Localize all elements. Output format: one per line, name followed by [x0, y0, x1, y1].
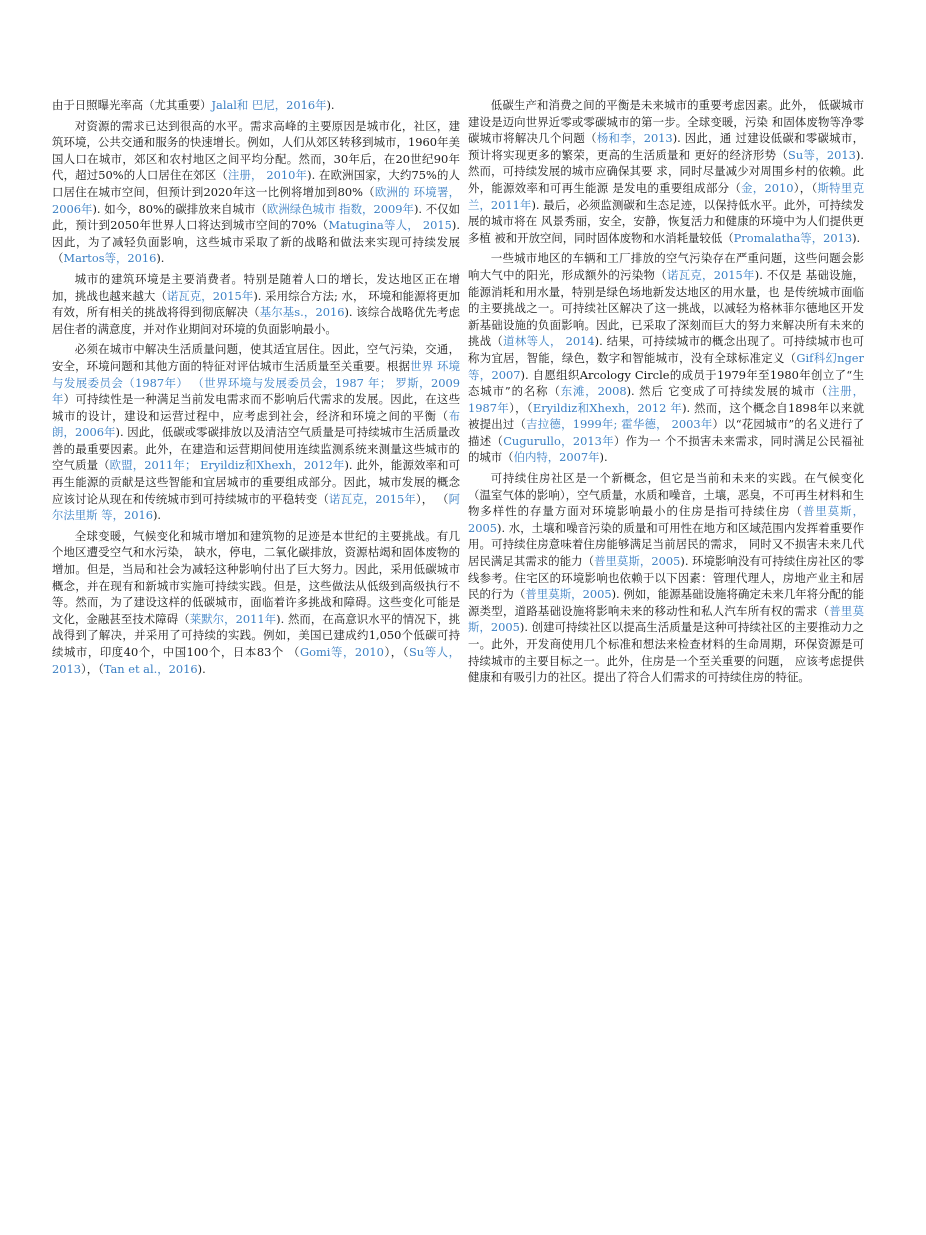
- paragraph: [52, 97, 460, 114]
- body-text: ). 结果，可持续城市的概念出现了。可持续城市也可称为宜居，智能，绿色，数字和智能城市，没有全球标准定义（: [468, 334, 864, 365]
- citation-link[interactable]: 注册， 2010年: [227, 168, 308, 183]
- body-text: ). 该综合战略优先考虑居住者的满意度，并对作业期间对环境的负面影响最小。: [52, 305, 460, 336]
- citation-link[interactable]: 布朗，2006年: [52, 408, 460, 440]
- body-text: ）， （: [415, 491, 449, 506]
- citation-link[interactable]: 普里莫斯，2005: [594, 554, 681, 569]
- citation-link[interactable]: 基尔基s.，2016: [259, 305, 345, 320]
- citation-link[interactable]: Jalal和 巴尼，2016年: [211, 98, 327, 112]
- citation-link[interactable]: Tan et al.，2016: [103, 661, 198, 676]
- body-text: ). 不仅是 基础设施，能源消耗和用水量，特别是绿色场地新发达地区的用水量，也 是传统城市面临的主要挑战之一。可持续社区解决了这一挑战，以减轻为格林菲尔德地区开发新基础设施的负面影响。因此，已采取了深刻而巨大的努力来解决所有未来的挑战（: [468, 267, 864, 349]
- citation-link[interactable]: 世界 环境与发展委员会（1987年） （世界环境与发展委员会，1987 年； 罗斯，2009年: [52, 358, 460, 407]
- citation-link[interactable]: 普里莫斯，2005: [525, 587, 612, 602]
- citation-link[interactable]: 东滩，2008: [560, 384, 627, 399]
- body-text: ).: [197, 661, 206, 676]
- body-text: 必须在城市中解决生活质量问题，使其适宜居住。因此，空气污染，交通，安全，环境问题和其他方面的特征对评估城市生活质量至关重要。根据: [52, 342, 460, 373]
- body-text: ）作为一 个不损害未来需求，同时满足公民福祉的城市（: [468, 433, 864, 465]
- body-text: ），（: [81, 661, 104, 676]
- body-text: ). 然后 它变成了可持续发展的城市（: [626, 384, 829, 399]
- body-text: ），（: [509, 400, 533, 415]
- paragraph: [52, 341, 460, 524]
- citation-link[interactable]: 诺瓦克，2015年: [329, 491, 416, 506]
- body-text: ），（: [793, 180, 818, 195]
- body-text: 由于日照曝光率高（尤其重要）: [52, 98, 212, 112]
- paragraph: [52, 118, 460, 267]
- citation-link[interactable]: 金，2010: [741, 180, 794, 195]
- citation-link[interactable]: 道林等人， 2014: [503, 334, 595, 349]
- paragraph: [468, 250, 864, 466]
- citation-link[interactable]: Su等人， 2013: [52, 645, 461, 676]
- body-text: ). 因此，为了减轻负面影响，这些城市采取了新的战略和做法来实现可持续发展（: [52, 218, 460, 266]
- citation-link[interactable]: 注册，1987年: [468, 384, 864, 415]
- citation-link[interactable]: 斯特里克兰，2011年: [468, 180, 864, 212]
- citation-link[interactable]: 欧洲绿色城市 指数，2009年: [266, 201, 414, 216]
- body-text: ），（: [383, 645, 409, 659]
- body-text: ). 此外，能源效率和可再生能源的贡献是这些智能和宜居城市的重要组成部分。因此，城市发展的概念应该讨论从现在和传统城市到可持续城市的平稳转变（: [52, 458, 460, 506]
- body-text: ). 自愿组织Arcology Circle的成员于1979年至1980年创立了“生态城市”的名称（: [468, 367, 864, 399]
- body-text: ). 水，土壤和噪音污染的质量和可用性在地方和区域范围内发挥着重要作用。可持续住房意味着住房能够满足当前居民的需求， 同时又不损害未来几代居民满足其需求的能力（: [468, 520, 864, 569]
- body-text: 全球变暖，气候变化和城市增加和建筑物的足迹是本世纪的主要挑战。有几个地区遭受空气和水污染， 缺水，停电，二氧化碳排放，资源枯竭和固体废物的增加。但是，当局和社会为减轻这种影响付出了巨大努力。因此，采用低碳城市概念，并在现有和新城市实施可持续实践。但是，这些做法从低级到高级执行不等。然而，为了建设这样的低碳城市，面临着许多挑战和障碍。这些变化可能是文化，金融甚至技术障碍（: [52, 528, 460, 626]
- body-text: ). 然而，在高意识水平的情况下，挑战得到了解决，并采用了可持续的实践。例如，美国已建成约1,050个低碳可持续城市，印度40个，中国100个，日本83个 （: [52, 611, 460, 659]
- body-text: ).: [326, 98, 335, 112]
- citation-link[interactable]: 阿尔法里斯 等，2016: [52, 491, 460, 523]
- citation-link[interactable]: Martos等，2016: [63, 251, 157, 266]
- citation-link[interactable]: 伯内特，2007年: [513, 450, 600, 465]
- body-text: ). 在欧洲国家，大约75%的人口居住在城市空间，但预计到2020年这一比例将增加到80%（: [52, 168, 461, 199]
- citation-link[interactable]: 吉拉德，1999年; 霍华德， 2003年: [526, 417, 713, 432]
- body-text: ).: [152, 508, 162, 523]
- left-column: [52, 97, 460, 681]
- citation-link[interactable]: 普里莫斯，2005: [468, 504, 864, 535]
- citation-link[interactable]: Promalatha等，2013: [733, 230, 853, 245]
- paragraph: [52, 528, 460, 677]
- body-text: ). 创建可持续社区以提高生活质量是这种可持续社区的主要推动力之一。此外，开发商使用几个标准和想法来检查材料的生命周期，环保资源是可持续城市的主要目标之一。此外，住房是一个至关重要的问题， 应该考虑提供健康和有吸引力的社区。提出了符合人们需求的可持续住房的特征。: [468, 620, 864, 685]
- body-text: 城市的建筑环境是主要消费者。特别是随着人口的增长，发达地区正在增加，挑战也越来越大（: [52, 271, 460, 303]
- body-text: ). 然而，这个概念自1898年以来就被提出过（: [468, 400, 864, 432]
- body-text: 一些城市地区的车辆和工厂排放的空气污染存在严重问题，这些问题会影响大气中的阳光，形成额外的污染物（: [468, 251, 864, 282]
- body-text: ). 因此，低碳或零碳排放以及清洁空气质量是可持续城市生活质量改善的最重要因素。此外，在建造和运营期间使用连续监测系统来测量这些城市的空气质量（: [52, 425, 461, 473]
- right-column: [468, 97, 864, 690]
- citation-link[interactable]: 欧洲的 环境署，2006年: [52, 184, 460, 216]
- body-text: ). 不仅如此，预计到2050年世界人口将达到城市空间的70%（: [52, 201, 460, 233]
- citation-link[interactable]: Eryildiz和Xhexh，2012 年: [532, 400, 683, 415]
- paragraph: [468, 470, 864, 686]
- citation-link[interactable]: 诺瓦克，2015年: [166, 288, 254, 303]
- citation-link[interactable]: Gif科幻nger等，2007: [468, 350, 864, 382]
- citation-link[interactable]: 杨和李，2013: [596, 131, 673, 146]
- body-text: 低碳生产和消费之间的平衡是未来城市的重要考虑因素。此外， 低碳城市建设是迈向世界近零或零碳城市的第一步。全球变暖，污染 和固体废物等净零碳城市将解决几个问题（: [468, 98, 864, 146]
- body-text: ）可持续性是一种满足当前发电需求而不影响后代需求的发展。因此，在这些城市的设计，建设和运营过程中，应考虑到社会，经济和环境之间的平衡（: [52, 392, 460, 423]
- body-text: ). 采用综合方法; 水， 环境和能源将更加有效，所有相关的挑战将得到彻底解决（: [52, 288, 460, 320]
- body-text: ).: [599, 450, 608, 465]
- body-text: ). 然而，可持续发展的城市应确保其要 求，同时尽量减少对周围乡村的依赖。此外，能源效率和可再生能源 是发电的重要组成部分（: [468, 147, 864, 195]
- body-text: ). 因此，通 过建设低碳和零碳城市，预计将实现更多的繁荣，更高的生活质量和 更好的经济形势（: [468, 131, 864, 162]
- citation-link[interactable]: 诺瓦克，2015年: [666, 267, 755, 282]
- body-text: ). 环境影响没有可持续住房社区的零线参考。住宅区的环境影响也依赖于以下因素：管理代理人，房地产业主和居民的行为（: [468, 554, 864, 602]
- paragraph: [468, 97, 864, 246]
- citation-link[interactable]: Matugina等人， 2015: [328, 218, 452, 233]
- body-text: ).: [852, 230, 861, 245]
- body-text: ). 如今，80%的碳排放来自城市（: [92, 201, 267, 216]
- citation-link[interactable]: Cugurullo，2013年: [503, 433, 614, 448]
- body-text: ). 例如，能源基础设施将确定未来几年将分配的能源类型，道路基础设施将影响未来的移动性和私人汽车所有权的需求（: [468, 587, 864, 618]
- citation-link[interactable]: 普里莫斯，2005: [468, 603, 864, 635]
- body-text: ). 最后，必须监测碳和生态足迹，以保持低水平。此外，可持续发展的城市将在 风景秀丽，安全，安静，恢复活力和健康的环境中为人们提供更多植 被和开放空间，同时固体废物和水消耗量较低（: [468, 197, 864, 245]
- paragraph: [52, 271, 460, 337]
- body-text: ）以“花园城市”的名义进行了描述（: [468, 417, 864, 448]
- citation-link[interactable]: Su等，2013: [788, 147, 856, 162]
- body-text: 对资源的需求已达到很高的水平。需求高峰的主要原因是城市化，社区，建筑环境，公共交通和服务的快速增长。例如，人们从郊区转移到城市，1960年美国人口在城市，郊区和农村地区之间平均分配。然而，30年后，在20世纪90年代，超过50%的人口居住在郊区（: [52, 118, 460, 183]
- body-text: 可持续住房社区是一个新概念，但它是当前和未来的实践。在气候变化（温室气体的影响），空气质量，水质和噪音，土壤，恶臭，不可再生材料和生物多样性的存量方面对环境影响最小的住房是指可持续住房（: [468, 471, 864, 519]
- citation-link[interactable]: 欧盟，2011年； Eryildiz和Xhexh，2012年: [109, 458, 345, 473]
- citation-link[interactable]: Gomi等，2010: [300, 645, 384, 659]
- citation-link[interactable]: 莱默尔，2011年: [189, 611, 277, 626]
- body-text: ).: [156, 251, 165, 266]
